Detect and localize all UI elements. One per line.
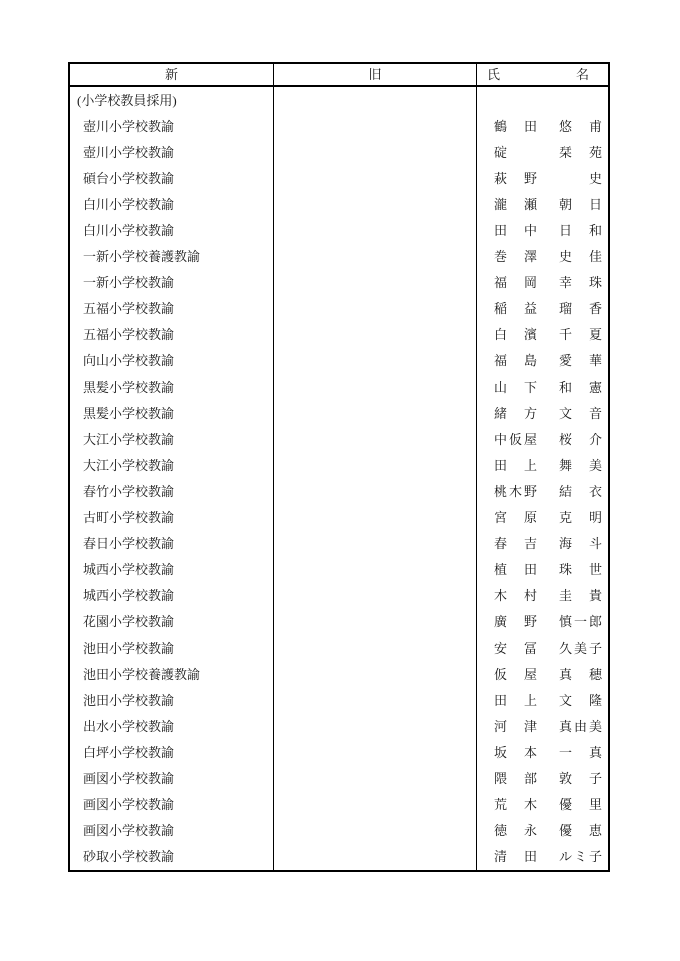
cell-new-position: 画図小学校教諭 [70, 765, 274, 791]
cell-name [477, 322, 608, 348]
name-family: 瀧瀬 [494, 196, 537, 212]
cell-new-position: 黒髪小学校教諭 [70, 400, 274, 426]
cell-old-position [274, 583, 477, 609]
name-given: 悠甫 [559, 118, 602, 134]
name-family: 荒木 [494, 797, 537, 813]
cell-old-position [274, 296, 477, 322]
name-family: 田上 [494, 457, 537, 473]
table-header-row [70, 64, 608, 87]
cell-old-position [274, 739, 477, 765]
name-family: 仮屋 [494, 666, 537, 682]
cell-name [477, 713, 608, 739]
table-row [70, 270, 608, 296]
name-family: 鶴田 [494, 118, 537, 134]
name-given: 敦子 [559, 770, 602, 786]
cell-new-position: 画図小学校教諭 [70, 792, 274, 818]
cell-name [477, 792, 608, 818]
cell-new-position: 砂取小学校教諭 [70, 844, 274, 870]
cell-old-position [274, 348, 477, 374]
cell-name [477, 739, 608, 765]
name-family: 河津 [494, 718, 537, 734]
table-row [70, 661, 608, 687]
name-given: 史 [588, 170, 602, 186]
name-given: 愛華 [559, 353, 602, 369]
name-family: 安冨 [494, 640, 537, 656]
name-given: 真由美 [559, 718, 602, 734]
table-row [70, 818, 608, 844]
cell-new-position: 大江小学校教諭 [70, 426, 274, 452]
cell-name [477, 348, 608, 374]
table-row [70, 478, 608, 504]
cell-old-position [274, 322, 477, 348]
name-given: 舞美 [559, 457, 602, 473]
table-row [70, 765, 608, 791]
cell-name [477, 609, 608, 635]
cell-name [477, 270, 608, 296]
cell-new-position: 春竹小学校教諭 [70, 478, 274, 504]
name-family: 廣野 [494, 614, 537, 630]
name-family: 山下 [494, 379, 537, 395]
table-row [70, 609, 608, 635]
name-family: 隈部 [494, 770, 537, 786]
table-row [70, 557, 608, 583]
cell-new-position: 壺川小学校教諭 [70, 113, 274, 139]
cell-new-position: 白坪小学校教諭 [70, 739, 274, 765]
cell-name [477, 191, 608, 217]
cell-name [477, 217, 608, 243]
cell-old-position [274, 478, 477, 504]
cell-old-position [274, 270, 477, 296]
appointments-table [68, 62, 610, 872]
header-name-family: 氏 [487, 67, 501, 82]
cell-old-position [274, 557, 477, 583]
name-family: 田中 [494, 223, 537, 239]
cell-old-position [274, 113, 477, 139]
cell-name [477, 635, 608, 661]
name-given: 優恵 [559, 823, 602, 839]
cell-new-position: 大江小学校教諭 [70, 452, 274, 478]
cell-name [477, 87, 608, 113]
name-given: 桜介 [559, 431, 602, 447]
cell-old-position [274, 452, 477, 478]
name-given: 文音 [559, 405, 602, 421]
table-row [70, 583, 608, 609]
name-family: 福島 [494, 353, 537, 369]
table-row [70, 400, 608, 426]
cell-name [477, 687, 608, 713]
cell-old-position [274, 505, 477, 531]
name-given: 結衣 [559, 483, 602, 499]
cell-new-position: 白川小学校教諭 [70, 191, 274, 217]
cell-old-position [274, 217, 477, 243]
name-family: 清田 [494, 849, 537, 865]
table-row [70, 452, 608, 478]
header-name [477, 64, 608, 85]
cell-name [477, 661, 608, 687]
cell-old-position [274, 765, 477, 791]
cell-name [477, 374, 608, 400]
table-row [70, 113, 608, 139]
cell-old-position [274, 687, 477, 713]
table-row [70, 687, 608, 713]
name-family: 徳永 [494, 823, 537, 839]
cell-new-position: 五福小学校教諭 [70, 322, 274, 348]
name-given: 和憲 [559, 379, 602, 395]
cell-old-position [274, 139, 477, 165]
name-given: 千夏 [559, 327, 602, 343]
table-row [70, 322, 608, 348]
cell-new-position: 出水小学校教諭 [70, 713, 274, 739]
cell-new-position: 城西小学校教諭 [70, 557, 274, 583]
table-row [70, 139, 608, 165]
cell-old-position [274, 713, 477, 739]
cell-new-position: 春日小学校教諭 [70, 531, 274, 557]
cell-old-position [274, 844, 477, 870]
cell-old-position [274, 165, 477, 191]
cell-name [477, 113, 608, 139]
cell-old-position [274, 87, 477, 113]
name-family: 碇 [494, 144, 508, 160]
cell-new-position: 池田小学校養護教諭 [70, 661, 274, 687]
cell-new-position: 池田小学校教諭 [70, 687, 274, 713]
cell-name [477, 583, 608, 609]
table-row [70, 296, 608, 322]
cell-name [477, 531, 608, 557]
header-name-given: 名 [575, 67, 589, 82]
name-family: 木村 [494, 588, 537, 604]
cell-old-position [274, 635, 477, 661]
cell-name [477, 765, 608, 791]
table-body [70, 87, 608, 870]
cell-new-position: 池田小学校教諭 [70, 635, 274, 661]
cell-name [477, 452, 608, 478]
name-given: 海斗 [559, 536, 602, 552]
header-old-position: 旧 [274, 64, 477, 85]
cell-old-position [274, 609, 477, 635]
name-given: 珠世 [559, 562, 602, 578]
table-row [70, 191, 608, 217]
name-given: 朝日 [559, 196, 602, 212]
cell-name [477, 244, 608, 270]
cell-new-position: 一新小学校教諭 [70, 270, 274, 296]
header-new-position: 新 [70, 64, 274, 85]
name-given: 日和 [559, 223, 602, 239]
cell-new-position: 五福小学校教諭 [70, 296, 274, 322]
table-row [70, 244, 608, 270]
table-row [70, 739, 608, 765]
cell-old-position [274, 400, 477, 426]
name-family: 福岡 [494, 275, 537, 291]
name-family: 萩野 [494, 170, 537, 186]
cell-new-position: 城西小学校教諭 [70, 583, 274, 609]
name-family: 桃木野 [494, 483, 537, 499]
cell-name [477, 505, 608, 531]
name-given: 史佳 [559, 249, 602, 265]
table-row [70, 792, 608, 818]
cell-old-position [274, 374, 477, 400]
name-given: 優里 [559, 797, 602, 813]
name-given: 久美子 [559, 640, 602, 656]
cell-new-position: 碩台小学校教諭 [70, 165, 274, 191]
cell-name [477, 818, 608, 844]
cell-old-position [274, 426, 477, 452]
table-row [70, 505, 608, 531]
name-family: 宮原 [494, 510, 537, 526]
cell-name [477, 165, 608, 191]
cell-new-position: 花園小学校教諭 [70, 609, 274, 635]
name-given: 克明 [559, 510, 602, 526]
cell-old-position [274, 244, 477, 270]
cell-new-position: 黒髪小学校教諭 [70, 374, 274, 400]
cell-new-position: 画図小学校教諭 [70, 818, 274, 844]
table-row [70, 531, 608, 557]
name-family: 巻澤 [494, 249, 537, 265]
cell-old-position [274, 661, 477, 687]
name-given: 慎一郎 [559, 614, 602, 630]
category-row [70, 87, 608, 113]
name-given: 真穂 [559, 666, 602, 682]
cell-name [477, 139, 608, 165]
name-family: 緒方 [494, 405, 537, 421]
cell-name [477, 557, 608, 583]
name-family: 春吉 [494, 536, 537, 552]
name-family: 田上 [494, 692, 537, 708]
table-row [70, 635, 608, 661]
table-row [70, 348, 608, 374]
cell-old-position [274, 531, 477, 557]
table-row [70, 217, 608, 243]
name-given: 幸珠 [559, 275, 602, 291]
cell-name [477, 296, 608, 322]
cell-new-position: 一新小学校養護教諭 [70, 244, 274, 270]
cell-new-position: 向山小学校教諭 [70, 348, 274, 374]
name-family: 白濱 [494, 327, 537, 343]
cell-old-position [274, 191, 477, 217]
name-given: 栞苑 [559, 144, 602, 160]
name-family: 中仮屋 [494, 431, 537, 447]
name-given: 一真 [559, 744, 602, 760]
table-row [70, 426, 608, 452]
table-row [70, 374, 608, 400]
name-given: 圭貴 [559, 588, 602, 604]
cell-new-position: 古町小学校教諭 [70, 505, 274, 531]
cell-name [477, 400, 608, 426]
category-label: (小学校教員採用) [70, 87, 274, 113]
table-row [70, 165, 608, 191]
name-family: 植田 [494, 562, 537, 578]
cell-new-position: 白川小学校教諭 [70, 217, 274, 243]
cell-name [477, 426, 608, 452]
name-given: ルミ子 [559, 849, 602, 865]
name-given: 文隆 [559, 692, 602, 708]
cell-old-position [274, 818, 477, 844]
name-family: 坂本 [494, 744, 537, 760]
name-family: 稲益 [494, 301, 537, 317]
cell-name [477, 478, 608, 504]
cell-name [477, 844, 608, 870]
name-given: 瑠香 [559, 301, 602, 317]
table-row [70, 713, 608, 739]
table-row [70, 844, 608, 870]
cell-old-position [274, 792, 477, 818]
cell-new-position: 壺川小学校教諭 [70, 139, 274, 165]
